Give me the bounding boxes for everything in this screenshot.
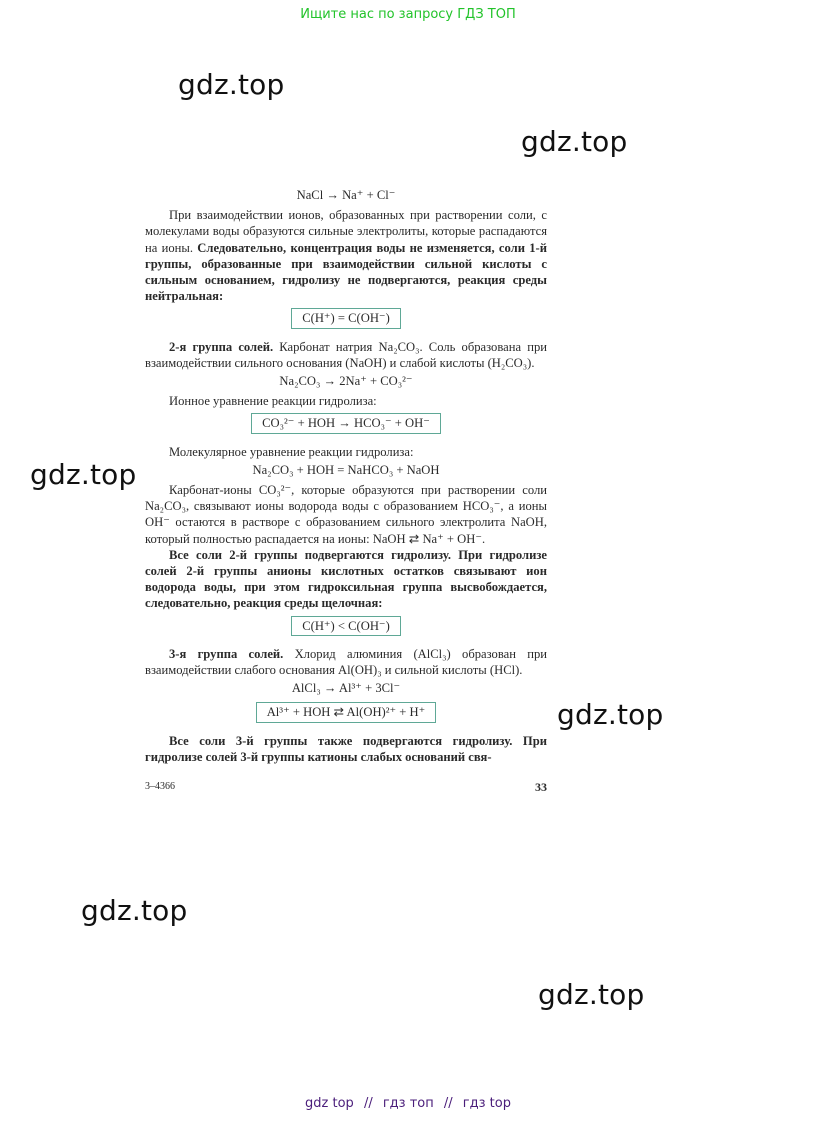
formula-box: C(H⁺) = C(OH⁻) (145, 306, 547, 334)
formula-box: C(H⁺) < C(OH⁻) (145, 614, 547, 642)
watermark: gdz.top (81, 894, 188, 927)
equation: AlCl₃ → Al³⁺ + 3Cl⁻ (291, 681, 401, 696)
equation: Na₂CO₃ + HOH = NaHCO₃ + NaOH (252, 462, 440, 477)
equation: Na₂CO₃ → 2Na⁺ + CO₃²⁻ (279, 374, 413, 389)
bottom-link[interactable]: гдз top (462, 1096, 511, 1111)
formula-box: CO₃²⁻ + HOH → HCO₃⁻ + OH⁻ (145, 411, 547, 439)
page-footer (145, 779, 547, 795)
bottom-links (0, 1096, 816, 1111)
separator: // (443, 1096, 453, 1111)
formula-box: Al³⁺ + HOH ⇄ Al(OH)²⁺ + H⁺ (145, 700, 547, 728)
equation: NaCl → Na⁺ + Cl⁻ (296, 188, 396, 202)
signature-mark: 3–4366 (145, 781, 175, 793)
watermark: gdz.top (538, 978, 645, 1011)
paragraph: Карбонат-ионы CO₃²⁻, которые образуются при растворении соли Na₂CO₃, связывают ионы водорода воды с образованием HCO₃⁻, а ионы OH⁻ остаются в растворе с образованием сильного электролита NaOH, который полностью распадается на ионы: NaOH ⇄ Na⁺ + OH⁻. (145, 483, 547, 546)
paragraph: Все соли 3-й группы также подвергаются гидролизу. При гидролизе солей 3-й группы катионы слабых оснований свя- (145, 733, 547, 764)
top-search-link[interactable]: Ищите нас по запросу ГДЗ ТОП (300, 7, 516, 22)
watermark: gdz.top (557, 698, 664, 731)
paragraph: 2-я группа солей. Карбонат натрия Na₂CO₃. Соль образована при взаимодействии сильного основания (NaOH) и слабой кислоты (H₂CO₃). (145, 339, 547, 370)
paragraph: Молекулярное уравнение реакции гидролиза: (169, 444, 414, 459)
watermark: gdz.top (521, 125, 628, 158)
page-number: 33 (535, 780, 547, 795)
paragraph: Все соли 2-й группы подвергаются гидролизу. При гидролизе солей 2-й группы анионы кислотных остатков связывают ион водорода воды, при этом гидроксильная группа высвобождается, следовательно, реакция среды щелочная: (145, 547, 547, 611)
paragraph: 3-я группа солей. Хлорид алюминия (AlCl₃) образован при взаимодействии слабого основания Al(OH)₃ и сильной кислоты (HCl). (145, 646, 547, 678)
separator: // (363, 1096, 373, 1111)
paragraph: При взаимодействии ионов, образованных при растворении соли, с молекулами воды образуются сильные электролиты, которые распадаются на ионы. Следовательно, концентрация воды не изменяется, соли 1-й группы, образованные при взаимодействии сильной кислоты с сильным основанием, гидролизу не подвергаются, реакция среды нейтральная: (145, 208, 547, 304)
bottom-link[interactable]: gdz top (305, 1096, 354, 1111)
textbook-page (145, 185, 547, 795)
watermark: gdz.top (30, 458, 137, 491)
watermark: gdz.top (178, 68, 285, 101)
paragraph: Ионное уравнение реакции гидролиза: (169, 394, 377, 409)
bottom-link[interactable]: гдз топ (382, 1096, 434, 1111)
